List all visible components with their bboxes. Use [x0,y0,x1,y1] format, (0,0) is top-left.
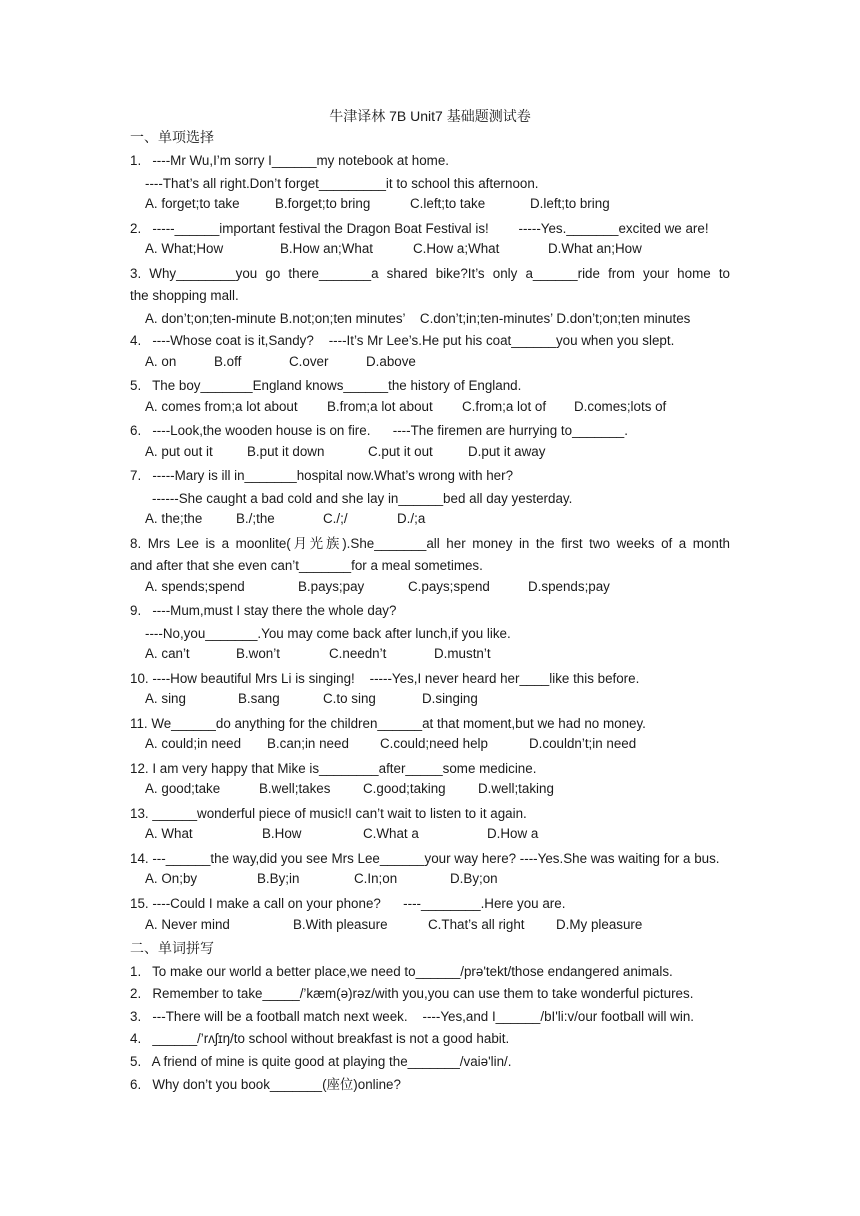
spelling-item-3: 3. ---There will be a football match next week. ----Yes,and I______/bI'li:v/our football will win. [130,1009,694,1024]
option-b: B.How an;What [280,241,374,256]
option-d: D.What an;How [548,241,642,256]
option-a: A. can’t [145,646,190,661]
question-6-stem: 6. ----Look,the wooden house is on fire. ----The firemen are hurrying to_______. [130,423,628,438]
option-d: D.above [366,354,416,369]
option-d: D.mustn’t [434,646,491,661]
option-c: C.put it out [368,444,433,459]
option-c: C./;/ [323,511,348,526]
option-d: D.left;to bring [530,196,610,211]
option-d: D.How a [487,826,539,841]
spelling-item-1: 1. To make our world a better place,we need to______/prə'tekt/those endangered animals. [130,964,673,979]
option-a: A. What;How [145,241,224,256]
option-a: A. forget;to take [145,196,240,211]
question-12-stem: 12. I am very happy that Mike is________after_____some medicine. [130,761,537,776]
question-1-stem: 1. ----Mr Wu,I’m sorry I______my notebook at home. [130,153,450,168]
option-c: C.What a [363,826,419,841]
option-b: B.sang [238,691,280,706]
option-a: A. sing [145,691,186,706]
question-3-options: A. don’t;on;ten-minute B.not;on;ten minutes’ C.don’t;in;ten-minutes’ D.don’t;on;ten minutes [145,311,691,326]
option-d: D.put it away [468,444,546,459]
question-8-stem: 8. Mrs Lee is a moonlite(月光族).She_______all her money in the first two weeks of a month [130,536,730,551]
option-c: C.How a;What [413,241,500,256]
section-heading-spelling: 二、单词拼写 [130,941,214,957]
option-d: D.comes;lots of [574,399,667,414]
question-3-stem: 3. Why________you go there_______a shared bike?It’s only a______ride from your home to [130,266,730,281]
question-11-stem: 11. We______do anything for the children______at that moment,but we had no money. [130,716,646,731]
option-c: C.over [289,354,329,369]
question-7-stem: 7. -----Mary is ill in_______hospital now.What’s wrong with her? [130,468,514,483]
option-c: C.In;on [354,871,398,886]
spelling-item-6: 6. Why don’t you book_______(座位)online? [130,1077,401,1092]
option-c: C.left;to take [410,196,486,211]
option-b: B./;the [236,511,275,526]
option-b: B.can;in need [267,736,349,751]
option-c: C.pays;spend [408,579,490,594]
option-a: A. comes from;a lot about [145,399,298,414]
option-b: B.By;in [257,871,300,886]
section-heading-multiple-choice: 一、单项选择 [130,130,214,146]
option-c: C.to sing [323,691,376,706]
spelling-item-2: 2. Remember to take_____/’kæm(ə)rəz/with you,you can use them to take wonderful pictures. [130,986,694,1001]
option-a: A. What [145,826,193,841]
option-b: B.With pleasure [293,917,388,932]
option-d: D.My pleasure [556,917,643,932]
option-a: A. good;take [145,781,221,796]
question-5-stem: 5. The boy_______England knows______the history of England. [130,378,522,393]
option-b: B.off [214,354,242,369]
question-3-stem-2: the shopping mall. [130,288,239,303]
option-d: D./;a [397,511,426,526]
option-a: A. On;by [145,871,198,886]
option-a: A. on [145,354,177,369]
question-1-stem-2: ----That’s all right.Don’t forget_________it to school this afternoon. [145,176,539,191]
option-b: B.well;takes [259,781,331,796]
option-d: D.well;taking [478,781,554,796]
question-13-stem: 13. ______wonderful piece of music!I can’t wait to listen to it again. [130,806,527,821]
question-14-stem: 14. ---______the way,did you see Mrs Lee______your way here? ----Yes.She was waiting for a bus. [130,851,720,866]
option-b: B.from;a lot about [327,399,433,414]
option-a: A. put out it [145,444,213,459]
question-9-stem-2: ----No,you_______.You may come back after lunch,if you like. [145,626,511,641]
spelling-item-4: 4. ______/’rʌʃɪŋ/to school without breakfast is not a good habit. [130,1031,510,1046]
question-15-stem: 15. ----Could I make a call on your phone? ----________.Here you are. [130,896,566,911]
option-d: D.By;on [450,871,498,886]
option-b: B.won’t [236,646,280,661]
option-c: C.needn’t [329,646,387,661]
question-10-stem: 10. ----How beautiful Mrs Li is singing! -----Yes,I never heard her____like this before. [130,671,640,686]
option-c: C.good;taking [363,781,446,796]
option-d: D.spends;pay [528,579,610,594]
question-4-stem: 4. ----Whose coat is it,Sandy? ----It’s Mr Lee’s.He put his coat______you when you slept. [130,333,675,348]
option-b: B.pays;pay [298,579,365,594]
option-a: A. Never mind [145,917,230,932]
option-b: B.put it down [247,444,325,459]
question-7-stem-2: ------She caught a bad cold and she lay in______bed all day yesterday. [152,491,573,506]
option-b: B.How [262,826,302,841]
question-2-stem: 2. -----______important festival the Dragon Boat Festival is! -----Yes._______excited we are! [130,221,709,236]
option-c: C.That’s all right [428,917,525,932]
option-a: A. could;in need [145,736,242,751]
question-8-stem-2: and after that she even can’t_______for a meal sometimes. [130,558,483,573]
page-title: 牛津译林 7B Unit7 基础题测试卷 [329,108,531,124]
question-9-stem: 9. ----Mum,must I stay there the whole day? [130,603,397,618]
option-d: D.singing [422,691,478,706]
option-b: B.forget;to bring [275,196,371,211]
option-a: A. the;the [145,511,203,526]
option-c: C.could;need help [380,736,488,751]
spelling-item-5: 5. A friend of mine is quite good at playing the_______/vaiə'lin/. [130,1054,512,1069]
option-d: D.couldn’t;in need [529,736,637,751]
option-c: C.from;a lot of [462,399,547,414]
option-a: A. spends;spend [145,579,245,594]
